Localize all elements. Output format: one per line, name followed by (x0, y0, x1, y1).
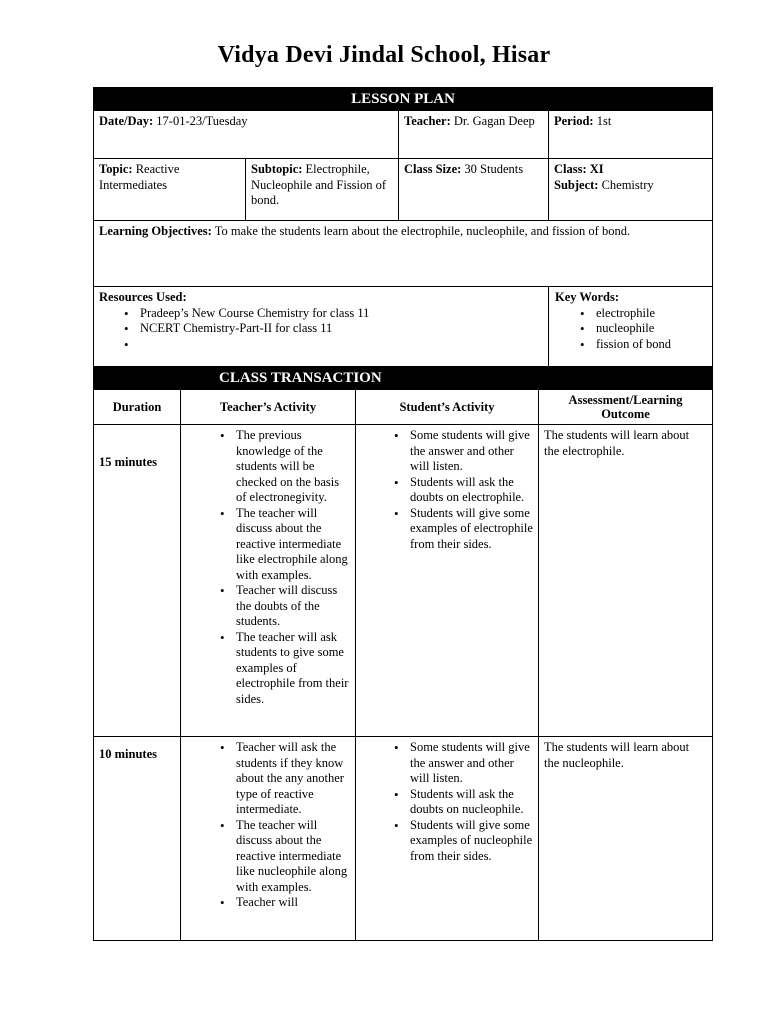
class-value: XI (589, 162, 604, 176)
list-item: • The previous knowledge of the students will be checked on the basis of electronegivity. (211, 428, 350, 506)
list-item: • The teacher will discuss about the reactive intermediate like nucleophile along with examples. (211, 818, 350, 896)
lesson-plan-heading: LESSON PLAN (94, 88, 713, 111)
class-transaction-table (93, 366, 713, 941)
list-item: • Students will give some examples of nucleophile from their sides. (385, 818, 533, 865)
list-item: • Teacher will (211, 895, 350, 911)
column-header-teacher: Teacher’s Activity (181, 390, 356, 425)
teacher-cell (399, 111, 549, 159)
subtopic-label: Subtopic: (251, 162, 303, 176)
keywords-list (555, 306, 707, 353)
period-value: 1st (596, 114, 612, 128)
list-item: • Students will ask the doubts on nucleophile. (385, 787, 533, 818)
period-label: Period: (554, 114, 594, 128)
resources-label: Resources Used: (99, 290, 187, 304)
lesson-plan-table (93, 87, 713, 367)
teacher-activity-list (211, 428, 350, 707)
subtopic-value: Electrophile, Nucleophile and Fission of bond. (251, 162, 387, 207)
resources-list (99, 306, 543, 352)
keywords-label: Key Words: (555, 290, 620, 304)
list-item: • Students will ask the doubts on electrophile. (385, 475, 533, 506)
list-item: • The teacher will discuss about the reactive intermediate like electrophile along with examples. (211, 506, 350, 584)
objectives-value: To make the students learn about the electrophile, nucleophile, and fission of bond. (214, 224, 631, 238)
teacher-label: Teacher: (404, 114, 451, 128)
list-item: • fission of bond (571, 337, 707, 353)
date-label: Date/Day: (99, 114, 154, 128)
class-size-label: Class Size: (404, 162, 462, 176)
list-item: • Pradeep’s New Course Chemistry for class 11 (115, 306, 543, 322)
list-item: • Some students will give the answer and other will listen. (385, 428, 533, 475)
outcome-cell: The students will learn about the electrophile. (539, 425, 713, 737)
teacher-activity-cell (181, 737, 356, 941)
list-item: • Teacher will ask the students if they know about the any another type of reactive intermediate. (211, 740, 350, 818)
duration-value: 15 minutes (99, 455, 157, 469)
topic-cell (94, 159, 246, 221)
list-item: • Students will give some examples of electrophile from their sides. (385, 506, 533, 553)
list-item: • nucleophile (571, 321, 707, 337)
student-activity-list (385, 428, 533, 552)
teacher-value: Dr. Gagan Deep (453, 114, 535, 128)
duration-cell (94, 737, 181, 941)
teacher-activity-cell (181, 425, 356, 737)
column-header-duration: Duration (94, 390, 181, 425)
list-item: • Some students will give the answer and other will listen. (385, 740, 533, 787)
class-subject-cell (549, 159, 713, 221)
student-activity-cell (356, 425, 539, 737)
date-cell (94, 111, 399, 159)
list-item: • electrophile (571, 306, 707, 322)
class-size-value: 30 Students (464, 162, 524, 176)
page-title: Vidya Devi Jindal School, Hisar (217, 42, 551, 68)
student-activity-list (385, 740, 533, 864)
date-value: 17-01-23/Tuesday (156, 114, 248, 128)
table-row (94, 425, 713, 737)
teacher-activity-list (211, 740, 350, 911)
objectives-label: Learning Objectives: (99, 224, 212, 238)
resources-cell (94, 287, 549, 367)
objectives-cell (94, 221, 713, 287)
column-header-outcome: Assessment/Learning Outcome (539, 390, 713, 425)
topic-value: Reactive Intermediates (99, 162, 180, 192)
period-cell (549, 111, 713, 159)
keywords-cell (549, 287, 713, 367)
duration-cell (94, 425, 181, 737)
student-activity-cell (356, 737, 539, 941)
column-header-student: Student’s Activity (356, 390, 539, 425)
subject-value: Chemistry (601, 177, 654, 192)
subtopic-cell (246, 159, 399, 221)
class-size-cell (399, 159, 549, 221)
list-item: • The teacher will ask students to give some examples of electrophile from their sides. (211, 630, 350, 708)
class-transaction-heading (94, 367, 713, 390)
subject-label: Subject: (554, 177, 599, 192)
class-transaction-heading-text: CLASS TRANSACTION (219, 370, 382, 386)
outcome-cell: The students will learn about the nucleophile. (539, 737, 713, 941)
duration-value: 10 minutes (99, 747, 157, 761)
table-row (94, 737, 713, 941)
list-item: • NCERT Chemistry-Part-II for class 11 (115, 321, 543, 337)
list-item (115, 337, 543, 352)
class-label: Class: (554, 162, 587, 176)
topic-label: Topic: (99, 162, 133, 176)
list-item: • Teacher will discuss the doubts of the students. (211, 583, 350, 630)
